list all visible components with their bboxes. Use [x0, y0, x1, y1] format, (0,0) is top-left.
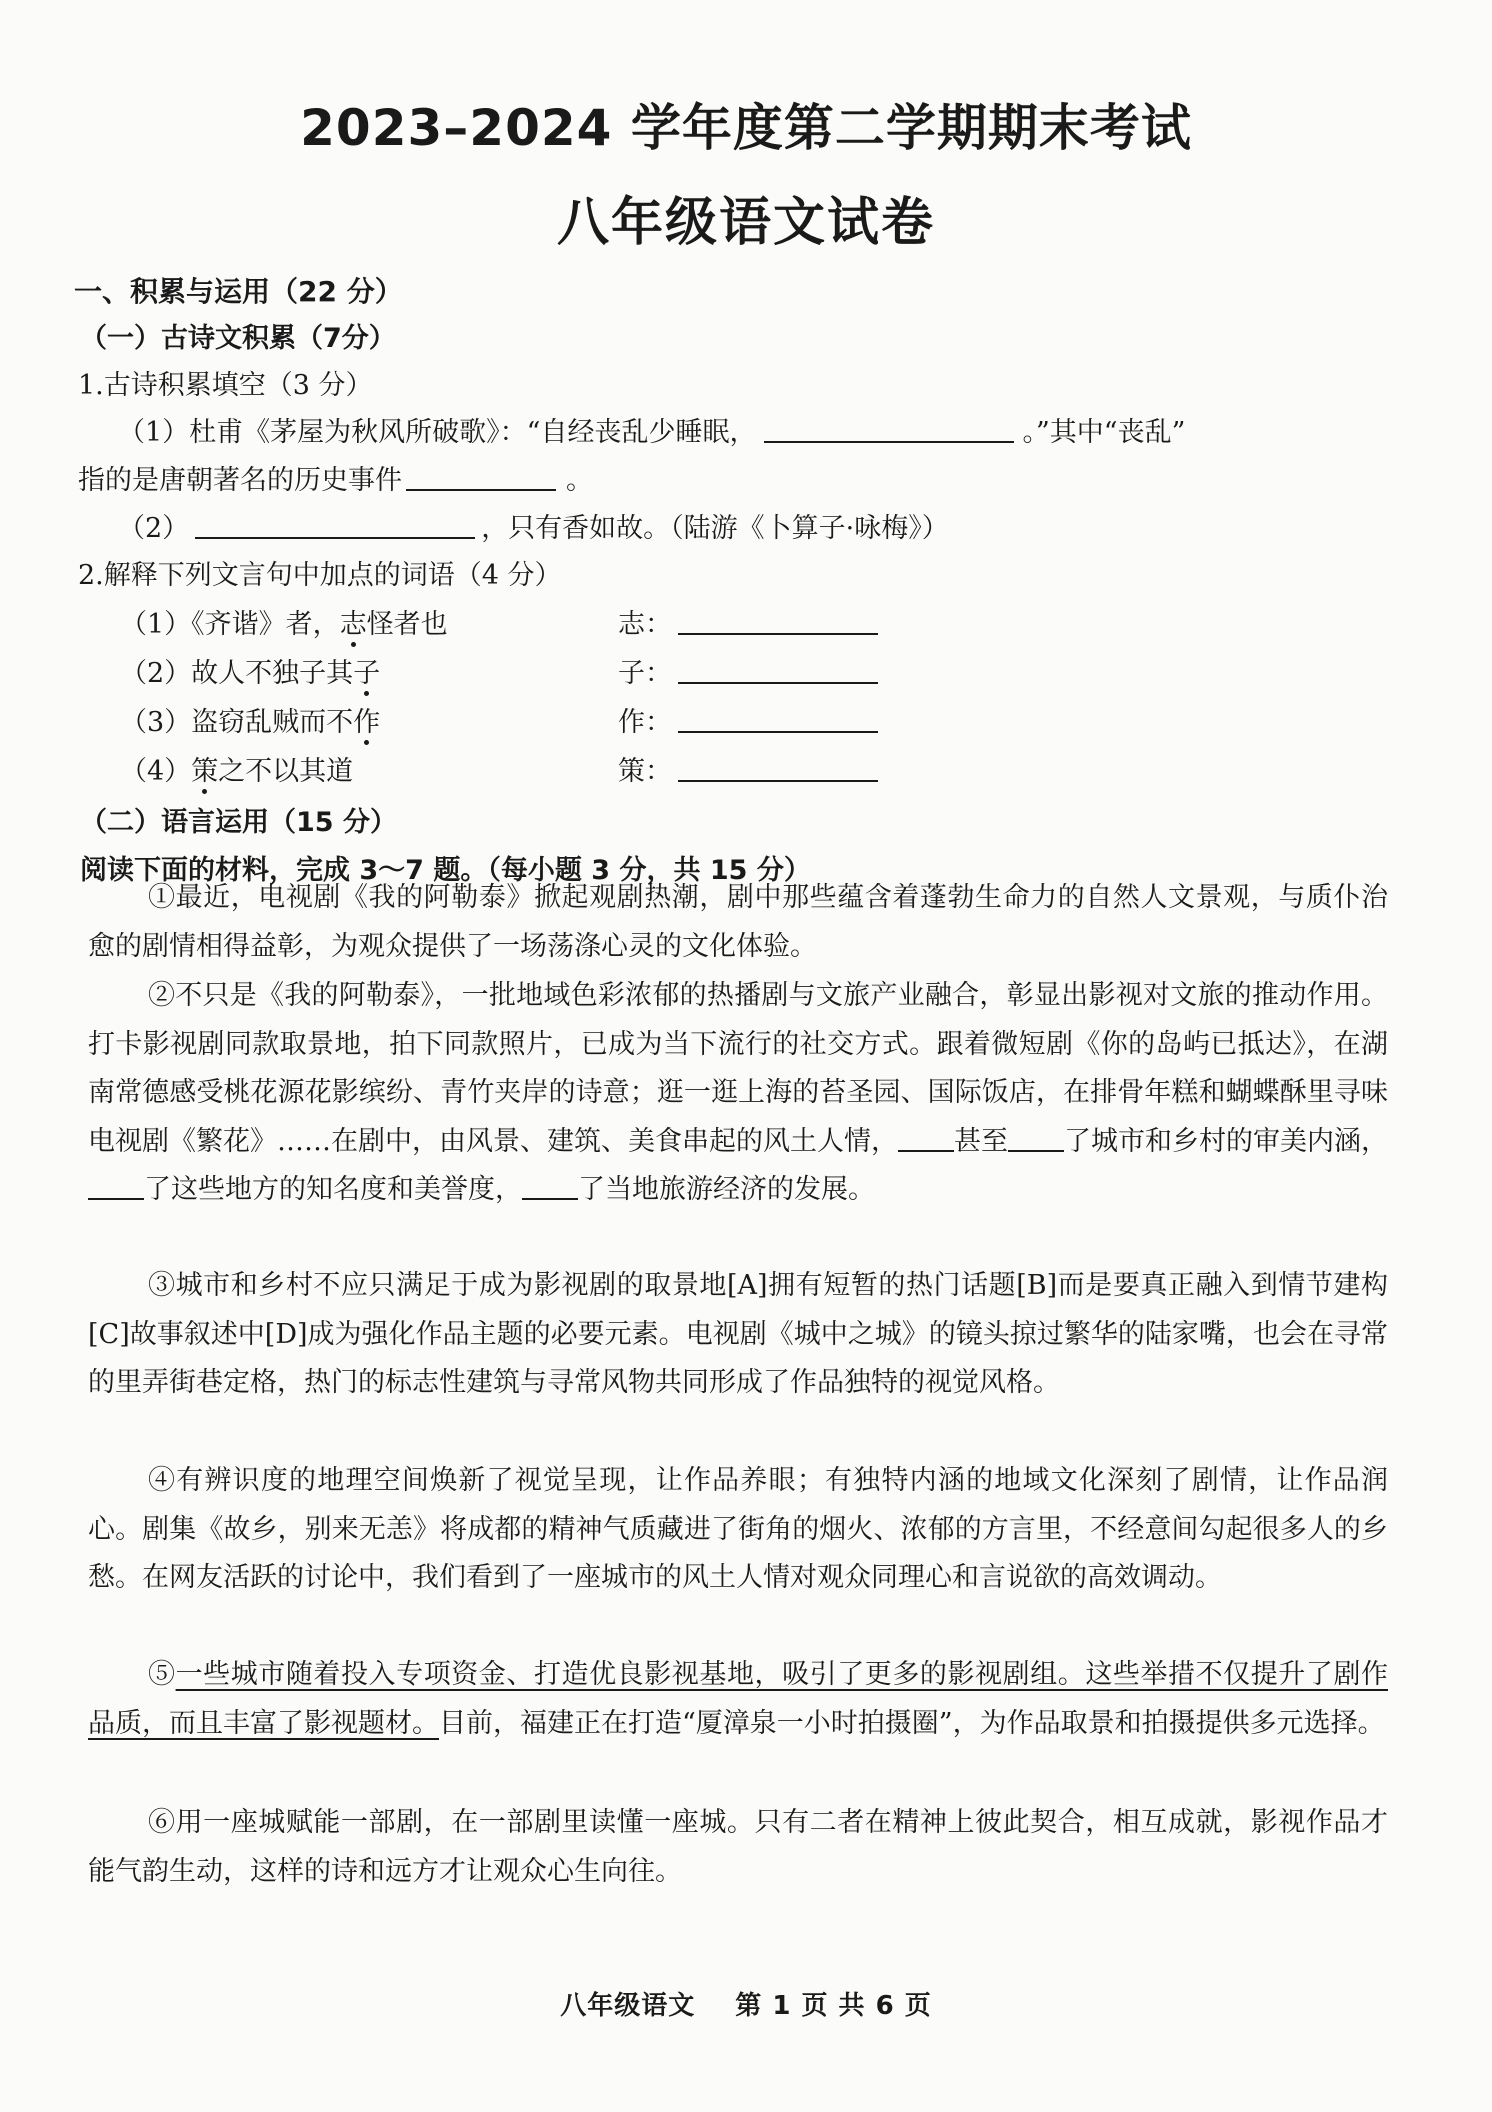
q2-answer — [618, 700, 878, 739]
q2-answer — [618, 651, 878, 690]
q1-item1-line1 — [118, 410, 1185, 449]
part2-heading: （二）语言运用（15 分） — [80, 807, 397, 838]
paragraph-6: ⑥用一座城赋能一部剧，在一部剧里读懂一座城。只有二者在精神上彼此契合，相互成就，影视作品才能气韵生动，这样的诗和远方才让观众心生向往。 — [88, 1807, 1388, 1887]
underlined-sentence: 一些城市随着投入专项资金、打造优良影视基地，吸引了更多的影视剧组。这些举措不仅提升了剧作品质，而且丰富了影视题材。 — [88, 1659, 1389, 1739]
paragraph-2-text: ②不只是《我的阿勒泰》，一批地域色彩浓郁的热播剧与文旅产业融合，彰显出影视对文旅的推动作用。打卡影视剧同款取景地，拍下同款照片，已成为当下流行的社交方式。跟着微短剧《你的岛屿已抵达》，在湖南常德感受桃花源花影缤纷、青竹夹岸的诗意；逛一逛上海的苔圣园、国际饭店，在排骨年糕和蝴蝶酥里寻味电视剧《繁花》……在剧中，由风景、建筑、美食串起的风土人情， — [88, 980, 1388, 1157]
footer-subject: 八年级语文 — [560, 1991, 696, 2021]
q2-answer-key: 子： — [618, 658, 672, 689]
paragraph-1: ①最近，电视剧《我的阿勒泰》掀起观剧热潮，剧中那些蕴含着蓬勃生命力的自然人文景观，与质仆治愈的剧情相得益彰，为观众提供了一场荡涤心灵的文化体验。 — [88, 882, 1388, 962]
page-footer — [0, 1985, 1492, 2022]
answer-blank[interactable] — [678, 656, 878, 684]
q2-item — [120, 651, 380, 690]
q1-item2-text: ，只有香如故。（陆游《卜算子·咏梅》） — [481, 513, 949, 544]
fill-blank[interactable] — [522, 1174, 578, 1200]
dotted-char: 志 — [339, 609, 367, 640]
dotted-char: 作 — [353, 707, 381, 738]
q2-item-text: （4） — [120, 756, 192, 787]
answer-blank[interactable] — [195, 511, 475, 539]
fill-blank[interactable] — [898, 1126, 954, 1152]
q2-answer-key: 作： — [618, 707, 672, 738]
exam-subtitle: 八年级语文试卷 — [556, 193, 935, 253]
paragraph-3: ③城市和乡村不应只满足于成为影视剧的取景地[A]拥有短暂的热门话题[B]而是要真正融入到情节建构[C]故事叙述中[D]成为强化作品主题的必要元素。电视剧《城中之城》的镜头掠过繁华的陆家嘴，也会在寻常的里弄街巷定格，热门的标志性建筑与寻常风物共同形成了作品独特的视觉风格。 — [88, 1270, 1388, 1398]
paragraph-5-text: 目前，福建正在打造“厦漳泉一小时拍摄圈”，为作品取景和拍摄提供多元选择。 — [439, 1707, 1385, 1739]
q1-item1-start: （1）杜甫《茅屋为秋风所破歌》：“自经丧乱少睡眠， — [118, 417, 757, 448]
q1-item1-end: 。”其中“丧乱” — [1022, 417, 1186, 448]
q2-item — [120, 602, 448, 641]
q2-answer-key: 志： — [618, 609, 672, 640]
dotted-char: 策 — [191, 756, 219, 787]
q2-item-text: （1）《齐谐》者， — [120, 609, 340, 640]
answer-blank[interactable] — [678, 607, 878, 635]
q2-answer — [618, 749, 878, 788]
q1-item1-line2-text: 指的是唐朝著名的历史事件 — [78, 465, 402, 496]
q2-item-text: 怪者也 — [366, 609, 448, 640]
answer-blank[interactable] — [678, 754, 878, 782]
paragraph-2-text: 甚至 — [954, 1125, 1008, 1157]
paragraph-2-text: 了城市和乡村的审美内涵， — [1064, 1125, 1388, 1157]
q1-item2 — [118, 506, 949, 545]
q2-item-text: 之不以其道 — [218, 756, 354, 787]
q2-item-text: （3）盗窃乱贼而不 — [120, 707, 354, 738]
paragraph-2-text: 了这些地方的知名度和美誉度， — [144, 1174, 522, 1205]
answer-blank[interactable] — [406, 463, 556, 491]
q1-item1-line2 — [78, 458, 593, 497]
q2-item — [120, 700, 380, 739]
paragraph-4: ④有辨识度的地理空间焕新了视觉呈现，让作品养眼；有独特内涵的地域文化深刻了剧情，让作品润心。剧集《故乡，别来无恙》将成都的精神气质藏进了街角的烟火、浓郁的方言里，不经意间勾起很多人的乡愁。在网友活跃的讨论中，我们看到了一座城市的风土人情对观众同理心和言说欲的高效调动。 — [88, 1465, 1388, 1593]
q1-item1-line2-end: 。 — [566, 465, 593, 496]
exam-title: 2023–2024 学年度第二学期期末考试 — [300, 99, 1192, 157]
answer-blank[interactable] — [764, 415, 1014, 443]
q2-item-text: （2）故人不独子其 — [120, 658, 354, 689]
fill-blank[interactable] — [1008, 1126, 1064, 1152]
paragraph-2-text: 了当地旅游经济的发展。 — [578, 1174, 875, 1205]
part1-heading: （一）古诗文积累（7分） — [80, 323, 396, 354]
q1-heading: 1.古诗积累填空（3 分） — [78, 370, 373, 401]
paragraph-5 — [88, 1651, 1388, 1748]
q2-answer — [618, 602, 878, 641]
q2-heading: 2.解释下列文言句中加点的词语（4 分） — [78, 560, 562, 591]
footer-page-number: 第 1 页 共 6 页 — [735, 1991, 932, 2021]
paragraph-2 — [88, 972, 1388, 1215]
paragraph-5-number: ⑤ — [148, 1659, 176, 1690]
q1-item2-label: （2） — [118, 513, 190, 544]
section1-heading: 一、积累与运用（22 分） — [74, 275, 403, 308]
answer-blank[interactable] — [678, 705, 878, 733]
dotted-char: 子 — [353, 658, 381, 689]
q2-item — [120, 749, 353, 788]
fill-blank[interactable] — [88, 1174, 144, 1200]
q2-answer-key: 策： — [618, 756, 672, 787]
reading-instruction: 阅读下面的材料，完成 3～7 题。（每小题 3 分，共 15 分） — [80, 855, 811, 886]
